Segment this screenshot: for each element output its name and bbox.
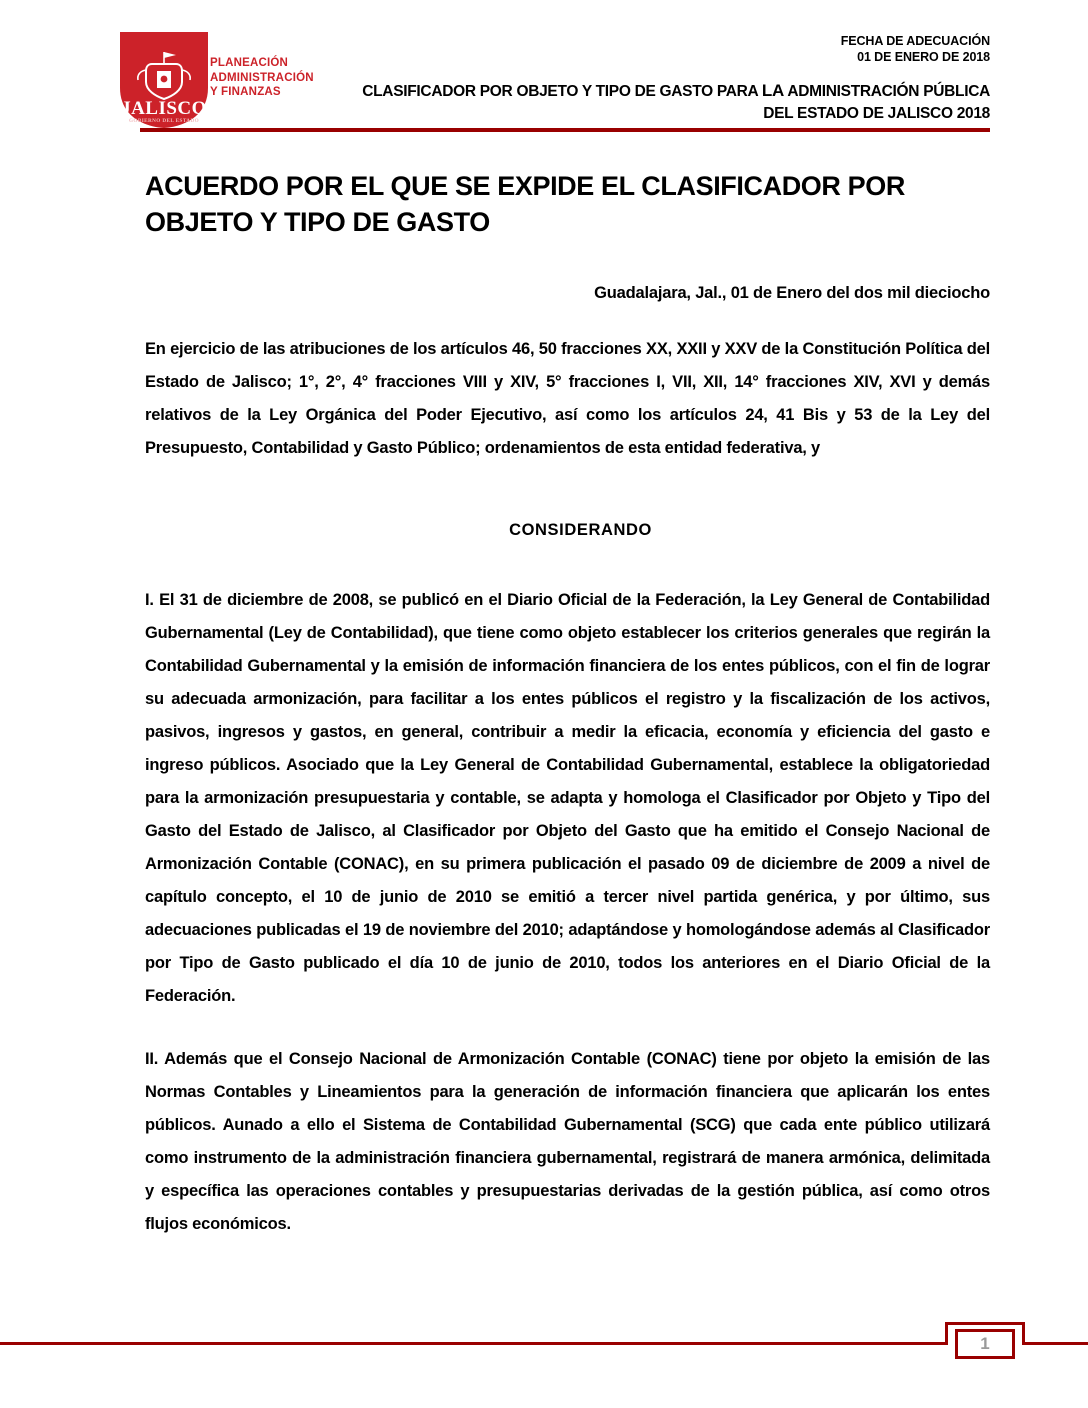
fecha-value: 01 DE ENERO DE 2018 [857, 50, 990, 64]
header-title-suffix: ADMINISTRACIÓN PÚBLICA [783, 83, 990, 100]
document-header [0, 0, 1088, 145]
document-body [145, 168, 990, 1241]
jalisco-logo [118, 30, 333, 130]
department-line-1: PLANEACIÓN [210, 57, 289, 69]
header-document-title [362, 80, 990, 125]
page-number: 1 [980, 1334, 990, 1353]
considerando-heading [145, 521, 990, 540]
considerando-paragraph-ii: II. Además que el Consejo Nacional de Armonización Contable (CONAC) tiene por objeto la emisión de las Normas Contables y Lineamientos para la generación de información financiera que aplicarán los entes públicos. Aunado a ello el Sistema de Contabilidad Gubernamental (SCG) que cada ente público utilizará como instrumento de la administración financiera gubernamental, registrará de manera armónica, delimitada y específica las operaciones contables y presupuestarias derivadas de la gestión pública, así como otros flujos económicos. [145, 1050, 990, 1233]
place-and-date: Guadalajara, Jal., 01 de Enero del dos mil dieciocho [594, 284, 990, 302]
page-title: ACUERDO POR EL QUE SE EXPIDE EL CLASIFICADOR POR OBJETO Y TIPO DE GASTO [145, 171, 905, 237]
svg-text:JALISCO: JALISCO [121, 98, 207, 119]
svg-text:GOBIERNO DEL ESTADO: GOBIERNO DEL ESTADO [128, 118, 200, 124]
department-line-2: ADMINISTRACIÓN [210, 71, 314, 84]
considerando-label: CONSIDERANDO [509, 521, 652, 539]
footer-divider [0, 1342, 1088, 1345]
header-date-block [430, 33, 990, 65]
department-name [210, 56, 335, 100]
header-title-line-1 [362, 80, 990, 103]
document-footer [0, 1316, 1088, 1372]
header-title-line-2: DEL ESTADO DE JALISCO 2018 [763, 105, 990, 122]
page-number-box [955, 1329, 1015, 1359]
department-line-3: Y FINANZAS [210, 86, 281, 98]
jalisco-shield-icon [118, 30, 210, 130]
fecha-label: FECHA DE ADECUACIÓN [840, 34, 990, 48]
header-title-prefix: CLASIFICADOR POR OBJETO Y TIPO DE GASTO PARA [362, 83, 762, 100]
considerando-paragraph-i: I. El 31 de diciembre de 2008, se publicó en el Diario Oficial de la Federación, la Ley General de Contabilidad Gubernamental (Ley de Contabilidad), que tiene como objeto establecer los criterios generales que regirán la Contabilidad Gubernamental y la emisión de información financiera de los entes públicos, con el fin de lograr su adecuada armonización, para facilitar a los entes públicos el registro y la fiscalización de los activos, pasivos, ingresos y gastos, en general, contribuir a medir la eficacia, economía y eficiencia del gasto e ingreso públicos. Asociado que la Ley General de Contabilidad Gubernamental, establece la obligatoriedad para la armonización presupuestaria y contable, se adapta y homologa el Clasificador por Objeto y Tipo del Gasto del Estado de Jalisco, al Clasificador por Objeto del Gasto que ha emitido el Consejo Nacional de Armonización Contable (CONAC), en su primera publicación el pasado 09 de diciembre de 2009 a nivel de capítulo concepto, el 10 de junio de 2010 se emitió a tercer nivel partida genérica, y por último, sus adecuaciones publicadas el 19 de noviembre del 2010; adaptándose y homologándose además al Clasificador por Tipo de Gasto publicado el día 10 de junio de 2010, todos los anteriores en el Diario Oficial de la Federación. [145, 591, 990, 1005]
header-divider [140, 128, 990, 132]
header-title-strong: LA [761, 81, 784, 100]
intro-paragraph: En ejercicio de las atribuciones de los artículos 46, 50 fracciones XX, XXII y XXV de la Constitución Política del Estado de Jalisco; 1°, 2°, 4° fracciones VIII y XIV, 5° fracciones I, VII, XII, 14° fracciones XIV, XVI y demás relativos de la Ley Orgánica del Poder Ejecutivo, así como los artículos 24, 41 Bis y 53 de la Ley del Presupuesto, Contabilidad y Gasto Público; ordenamientos de esta entidad federativa, y [145, 340, 990, 457]
